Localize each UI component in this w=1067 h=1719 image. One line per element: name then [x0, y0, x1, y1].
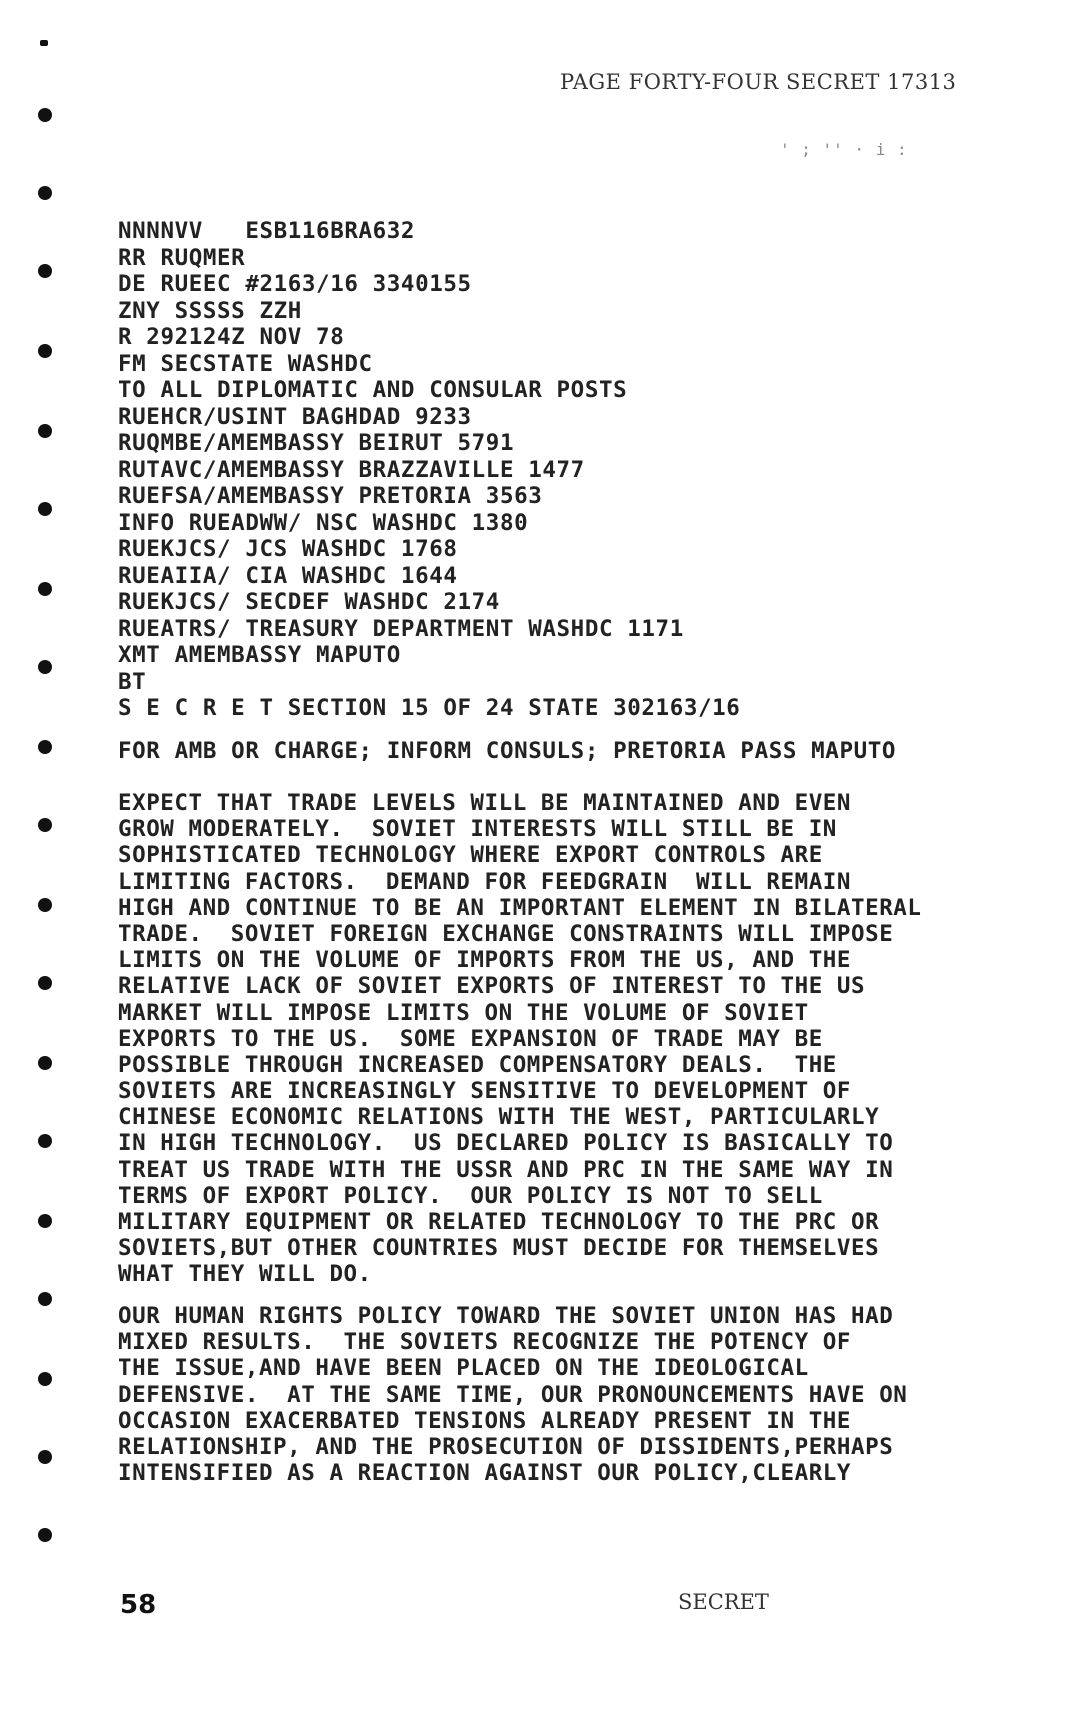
text-line: RELATIONSHIP, AND THE PROSECUTION OF DISSIDENTS,PERHAPS [118, 1433, 894, 1460]
feed-hole [38, 818, 52, 832]
feed-hole [38, 1214, 52, 1228]
feed-hole [38, 660, 52, 674]
text-line: TERMS OF EXPORT POLICY. OUR POLICY IS NOT TO SELL [118, 1182, 823, 1209]
feed-hole [38, 740, 52, 754]
feed-hole [38, 502, 52, 516]
text-line: GROW MODERATELY. SOVIET INTERESTS WILL STILL BE IN [118, 816, 837, 843]
feed-hole [38, 424, 52, 438]
text-line: OCCASION EXACERBATED TENSIONS ALREADY PRESENT IN THE [118, 1407, 851, 1434]
feed-hole [38, 1450, 52, 1464]
feed-hole [38, 582, 52, 596]
subject-line: FOR AMB OR CHARGE; INFORM CONSULS; PRETORIA PASS MAPUTO [118, 738, 897, 764]
routing-line: BT [118, 668, 147, 695]
feed-hole [38, 1528, 52, 1542]
text-line: THE ISSUE,AND HAVE BEEN PLACED ON THE IDEOLOGICAL [118, 1355, 809, 1382]
feed-hole [38, 1134, 52, 1148]
feed-hole [38, 186, 52, 200]
classification-marking: SECRET [678, 1590, 769, 1614]
routing-line: RUEFSA/AMEMBASSY PRETORIA 3563 [118, 483, 543, 509]
text-line: MARKET WILL IMPOSE LIMITS ON THE VOLUME OF SOVIET [118, 999, 809, 1026]
routing-line: RUEHCR/USINT BAGHDAD 9233 [118, 403, 472, 430]
feed-hole [38, 1292, 52, 1306]
routing-line: TO ALL DIPLOMATIC AND CONSULAR POSTS [118, 377, 628, 403]
text-line: MILITARY EQUIPMENT OR RELATED TECHNOLOGY TO THE PRC OR [118, 1209, 880, 1235]
routing-line: S E C R E T SECTION 15 OF 24 STATE 302163/16 [118, 695, 741, 721]
text-line: HIGH AND CONTINUE TO BE AN IMPORTANT ELEMENT IN BILATERAL [118, 894, 922, 921]
page-number: 58 [120, 1590, 157, 1620]
routing-line: ZNY SSSSS ZZH [118, 297, 302, 324]
text-line: DEFENSIVE. AT THE SAME TIME, OUR PRONOUNCEMENTS HAVE ON [118, 1381, 908, 1408]
routing-line: RUEKJCS/ SECDEF WASHDC 2174 [118, 589, 500, 615]
text-line: MIXED RESULTS. THE SOVIETS RECOGNIZE THE POTENCY OF [118, 1329, 851, 1356]
text-line: SOPHISTICATED TECHNOLOGY WHERE EXPORT CONTROLS ARE [118, 842, 823, 869]
routing-line: RUTAVC/AMEMBASSY BRAZZAVILLE 1477 [118, 456, 585, 483]
page-header: PAGE FORTY-FOUR SECRET 17313 [560, 70, 957, 94]
text-line: IN HIGH TECHNOLOGY. US DECLARED POLICY IS BASICALLY TO [118, 1130, 894, 1157]
routing-line: RUEKJCS/ JCS WASHDC 1768 [118, 536, 458, 562]
paragraph-human-rights [118, 1303, 1028, 1486]
paragraph-trade [118, 790, 1028, 1288]
feed-hole [38, 108, 52, 122]
feed-hole [38, 1372, 52, 1386]
routing-line: INFO RUEADWW/ NSC WASHDC 1380 [118, 509, 529, 536]
routing-line: RR RUQMER [118, 244, 246, 271]
routing-line: XMT AMEMBASSY MAPUTO [118, 642, 401, 668]
text-line: TRADE. SOVIET FOREIGN EXCHANGE CONSTRAINTS WILL IMPOSE [118, 920, 894, 947]
text-line: INTENSIFIED AS A REACTION AGAINST OUR POLICY,CLEARLY [118, 1460, 851, 1487]
feed-hole [38, 344, 52, 358]
text-line: EXPECT THAT TRADE LEVELS WILL BE MAINTAINED AND EVEN [118, 790, 851, 816]
routing-line: FM SECSTATE WASHDC [118, 350, 373, 377]
feed-hole [38, 898, 52, 912]
cable-routing-block [118, 218, 1018, 722]
text-line: LIMITING FACTORS. DEMAND FOR FEEDGRAIN WILL REMAIN [118, 868, 851, 895]
text-line: POSSIBLE THROUGH INCREASED COMPENSATORY DEALS. THE [118, 1051, 837, 1078]
feed-hole [38, 264, 52, 278]
text-line: SOVIETS,BUT OTHER COUNTRIES MUST DECIDE FOR THEMSELVES [118, 1235, 880, 1262]
text-line: CHINESE ECONOMIC RELATIONS WITH THE WEST, PARTICULARLY [118, 1104, 880, 1131]
text-line: LIMITS ON THE VOLUME OF IMPORTS FROM THE US, AND THE [118, 947, 851, 974]
text-line: TREAT US TRADE WITH THE USSR AND PRC IN THE SAME WAY IN [118, 1156, 894, 1183]
text-line: WHAT THEY WILL DO. [118, 1261, 372, 1288]
text-line: EXPORTS TO THE US. SOME EXPANSION OF TRADE MAY BE [118, 1025, 823, 1052]
routing-line: NNNNVV ESB116BRA632 [118, 218, 416, 244]
feed-hole [38, 1056, 52, 1070]
routing-line: RUEAIIA/ CIA WASHDC 1644 [118, 562, 458, 589]
feed-hole [40, 40, 48, 46]
routing-line: DE RUEEC #2163/16 3340155 [118, 271, 472, 297]
text-line: RELATIVE LACK OF SOVIET EXPORTS OF INTEREST TO THE US [118, 973, 866, 1000]
text-line: OUR HUMAN RIGHTS POLICY TOWARD THE SOVIET UNION HAS HAD [118, 1303, 894, 1329]
faint-stamp: ' ; '' · i : [780, 140, 908, 159]
routing-line: RUQMBE/AMEMBASSY BEIRUT 5791 [118, 430, 515, 456]
text-line: SOVIETS ARE INCREASINGLY SENSITIVE TO DEVELOPMENT OF [118, 1078, 851, 1105]
feed-hole [38, 976, 52, 990]
routing-line: RUEATRS/ TREASURY DEPARTMENT WASHDC 1171 [118, 615, 684, 642]
routing-line: R 292124Z NOV 78 [118, 324, 345, 350]
